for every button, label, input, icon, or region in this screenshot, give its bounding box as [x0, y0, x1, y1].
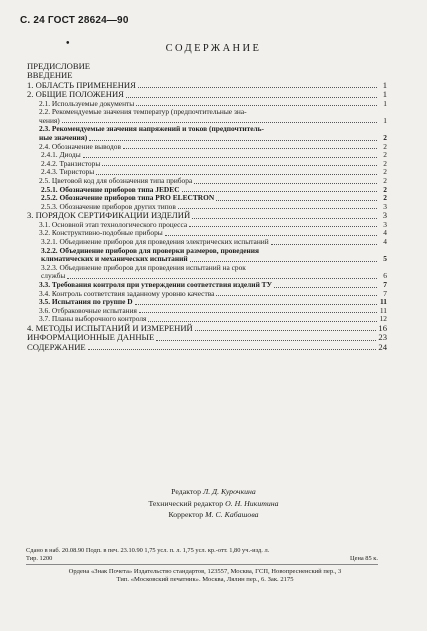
toc-item-text: 2.5. Цветовой код для обозначения типа прибора: [39, 175, 193, 185]
leader-dots: [189, 225, 377, 227]
toc-page-number: 7: [383, 279, 387, 289]
leader-dots: [156, 339, 376, 341]
toc-page-number: 2: [383, 150, 387, 160]
leader-dots: [83, 156, 377, 158]
proofreader-line: [0, 509, 427, 521]
leader-dots: [216, 199, 377, 201]
tech-editor-role: Технический редактор: [148, 498, 224, 508]
leader-dots: [96, 173, 377, 175]
toc-page-number: 2: [383, 167, 387, 177]
toc-item-text: 2.5.3. Обозначение приборов других типов: [41, 201, 176, 211]
toc-item-text: 2. ОБЩИЕ ПОЛОЖЕНИЯ: [27, 89, 124, 100]
leader-dots: [190, 260, 377, 262]
toc-item-text: 3.6. Отбраковочные испытания: [39, 305, 137, 315]
tech-editor-line: [0, 498, 427, 510]
imprint-block: [26, 547, 378, 563]
leader-dots: [62, 121, 377, 123]
printer-line: Тип. «Московский печатник». Москва, Лялин пер., 6. Зак. 2175: [116, 576, 294, 583]
leader-dots: [136, 104, 377, 106]
toc-item-continuation: чения): [39, 115, 60, 125]
toc-item-text: 2.5.2. Обозначение приборов типа PRO ELECTRON: [41, 193, 215, 203]
toc-front-preface: [27, 62, 387, 71]
page-title: СОДЕРЖАНИЕ: [165, 43, 262, 54]
toc-item-continuation: службы: [41, 271, 66, 281]
toc-item-text: 2.3. Рекомендуемые значения напряжений и токов (предпочтитель-: [39, 124, 265, 134]
toc-page-number: 4: [383, 228, 387, 238]
leader-dots: [89, 139, 377, 141]
toc-item-text: ПРЕДИСЛОВИЕ: [27, 61, 91, 71]
toc-page-number: 3: [383, 201, 387, 211]
toc-item-text: ВВЕДЕНИЕ: [27, 70, 73, 81]
leader-dots: [88, 348, 377, 350]
toc-item-text: 2.4.2. Транзисторы: [41, 158, 101, 168]
imprint-print-data: Сдано в наб. 20.08.90 Подп. в печ. 23.10.90 1,75 усл. п. л. 1,75 усл. кр.-отт. 1,80 уч.-изд. л.: [26, 547, 270, 554]
leader-dots: [271, 243, 377, 245]
toc-page-number: 11: [379, 305, 387, 315]
editor-name: Л. Д. Курочкина: [202, 487, 256, 496]
toc-page-number: 3: [383, 219, 387, 229]
toc-item-text: 3.1. Основной этап технологического процесса: [39, 219, 188, 229]
toc-item-text: СОДЕРЖАНИЕ: [27, 341, 86, 352]
toc-item-text: 1. ОБЛАСТЬ ПРИМЕНЕНИЯ: [27, 79, 136, 90]
toc-page-number: 4: [383, 236, 387, 246]
leader-dots: [139, 311, 377, 313]
editor-line: [0, 486, 427, 498]
toc-item-text: 3.2. Конструктивно-подобные приборы: [39, 228, 163, 238]
leader-dots: [178, 207, 377, 209]
toc-page-number: 2: [383, 184, 387, 194]
toc-item: [27, 143, 387, 152]
editor-role: Редактор: [171, 487, 201, 496]
toc-item-text: 3.5. Испытания по группе D: [39, 297, 133, 307]
page-header: С. 24 ГОСТ 28624—90: [20, 15, 129, 26]
toc-page-number: 2: [383, 175, 387, 185]
toc-items: [27, 81, 387, 352]
toc-page-number: 1: [383, 98, 387, 108]
toc-item-text: 3.4. Контроль соответствия заданному уровню качества: [39, 288, 215, 298]
toc-item-text: 4. МЕТОДЫ ИСПЫТАНИЙ И ИЗМЕРЕНИЙ: [27, 322, 193, 333]
toc-item-text: 2.4. Обозначение выводов: [39, 141, 121, 151]
table-of-contents: [27, 62, 387, 352]
toc-page-number: 2: [383, 133, 387, 142]
toc-item-text: 3.2.3. Объединение приборов для проведения испытаний на срок: [41, 262, 246, 272]
toc-item-text: 3. ПОРЯДОК СЕРТИФИКАЦИИ ИЗДЕЛИЙ: [27, 210, 191, 221]
toc-item-text: 2.5.1. Обозначение приборов типа JEDEC: [41, 184, 180, 194]
toc-page-number: 23: [378, 332, 387, 343]
proofreader-role: Корректор: [168, 510, 204, 519]
publisher-line: Ордена «Знак Почета» Издательство стандартов, 123557, Москва, ГСП, Новопресненский пер., 3: [68, 568, 342, 575]
proofreader-name: М. С. Кабашова: [205, 510, 259, 519]
toc-item-continuation: ные значения): [39, 133, 88, 142]
leader-dots: [274, 286, 377, 288]
leader-dots: [194, 182, 377, 184]
leader-dots: [135, 303, 377, 305]
tech-editor-name: О. Н. Никитина: [225, 498, 279, 508]
divider: [26, 564, 378, 565]
leader-dots: [102, 164, 377, 166]
toc-page-number: 6: [383, 271, 387, 281]
leader-dots: [138, 86, 377, 88]
leader-dots: [216, 294, 377, 296]
toc-page-number: 7: [383, 288, 387, 298]
toc-page-number: 5: [383, 254, 387, 264]
toc-item-text: 3.2.1. Объединение приборов для проведения электрических испытаний: [41, 236, 269, 246]
toc-item-text: 2.1. Используемые документы: [39, 98, 135, 108]
toc-page-number: 1: [382, 89, 387, 100]
leader-dots: [182, 190, 377, 192]
toc-page-number: 1: [383, 115, 387, 125]
toc-item-text: 3.3. Требования контроля при утверждении соответствия изделий ТУ: [39, 279, 273, 289]
leader-dots: [195, 329, 377, 331]
toc-page-number: 3: [382, 210, 387, 221]
toc-page-number: 12: [379, 314, 387, 324]
editors-block: [0, 486, 427, 521]
toc-page-number: 2: [383, 141, 387, 151]
leader-dots: [192, 217, 377, 219]
toc-item-text: 2.4.1. Диоды: [41, 150, 81, 160]
toc-item-text: 2.2. Рекомендуемые значения температур (предпочтительные зна-: [39, 107, 247, 117]
publisher-block: [26, 568, 384, 584]
toc-item: [27, 108, 387, 117]
imprint-run: Тир. 1200: [26, 555, 53, 562]
leader-dots: [123, 147, 377, 149]
toc-page-number: 24: [378, 341, 387, 352]
toc-page-number: 1: [382, 79, 387, 90]
toc-page-number: 11: [380, 297, 387, 307]
leader-dots: [126, 96, 377, 98]
imprint-line-1: [26, 547, 378, 555]
toc-item-text: ИНФОРМАЦИОННЫЕ ДАННЫЕ: [27, 332, 155, 343]
toc-item-text: 2.4.3. Тиристоры: [41, 167, 95, 177]
leader-dots: [67, 277, 377, 279]
toc-page-number: 2: [383, 158, 387, 168]
toc-item: [27, 264, 387, 273]
toc-item-text: 3.7. Планы выборочного контроля: [39, 314, 147, 324]
toc-page-number: 16: [378, 322, 387, 333]
toc-item-continuation: климатических и механических испытаний: [41, 254, 188, 264]
toc-item-text: 3.2.2. Объединение приборов для проверки размеров, проведения: [41, 245, 260, 255]
imprint-line-2: [26, 555, 378, 563]
toc-page-number: 2: [383, 193, 387, 203]
leader-dots: [165, 234, 377, 236]
imprint-price: Цена 85 к.: [350, 555, 378, 562]
toc-item: [27, 343, 387, 352]
leader-dots: [148, 320, 377, 322]
bullet-mark: •: [66, 38, 70, 49]
